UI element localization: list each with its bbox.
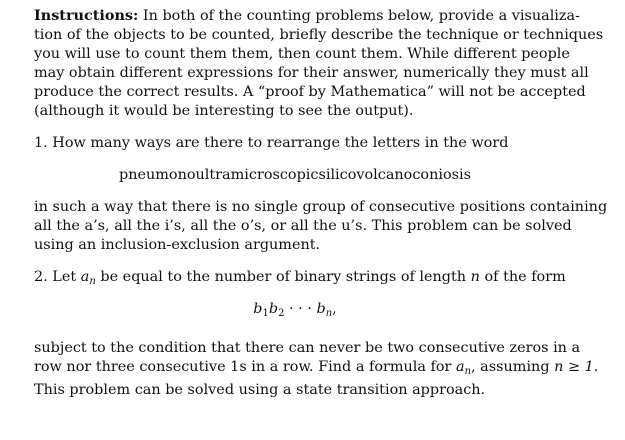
problem-2-line-2-mid: , assuming <box>471 359 550 375</box>
a-variable-2: a <box>455 359 465 375</box>
instructions-line-1 <box>34 6 580 26</box>
problem-2-line-2-prefix: row nor three consecutive 1s in a row. Find a formula for <box>34 359 452 375</box>
instructions-line-5: produce the correct results. A “proof by Mathematica” will not be accepted <box>34 84 586 100</box>
n-variable: n <box>470 269 480 285</box>
problem-2-line-2 <box>34 358 599 381</box>
n-subscript: n <box>89 276 96 287</box>
b1-variable: b <box>253 301 263 317</box>
ellipsis-dots: · · · <box>284 301 317 317</box>
subscript-2: 2 <box>278 308 285 319</box>
instructions-line-6: (although it would be interesting to see the output). <box>34 103 414 119</box>
n-subscript-2: n <box>464 366 472 377</box>
problem-1-line-3: using an inclusion-exclusion argument. <box>34 237 321 253</box>
subscript-1: 1 <box>262 308 269 319</box>
instructions-line-4: may obtain different expressions for their answer, numerically they must all <box>34 65 589 81</box>
binary-string-equation <box>34 300 556 323</box>
bn-variable: b <box>316 301 326 317</box>
problem-1-line-2: all the a’s, all the i’s, all the o’s, or all the u’s. This problem can be solved <box>34 218 572 234</box>
instructions-text-1: In both of the counting problems below, provide a visualiza- <box>142 8 580 24</box>
instructions-paragraph <box>34 6 604 121</box>
n-condition: n ≥ 1. <box>554 359 599 375</box>
problem-2-question <box>34 268 566 291</box>
problem-2-question-line <box>34 268 566 291</box>
problem-2-prefix: 2. Let <box>34 269 77 285</box>
problem-1-word: pneumonoultramicroscopicsilicovolcanoconiosis <box>119 167 471 183</box>
problem-2-line-1: subject to the condition that there can never be two consecutive zeros in a <box>34 340 581 356</box>
problem-2-mid: be equal to the number of binary strings of length <box>100 269 467 285</box>
problem-2-line-3: This problem can be solved using a state transition approach. <box>34 382 486 398</box>
equation-comma: , <box>332 301 337 317</box>
instructions-line-2: tion of the objects to be counted, briefly describe the technique or techniques <box>34 27 604 43</box>
problem-2-continuation <box>34 339 599 400</box>
problem-1-continuation <box>34 198 608 255</box>
a-n-variable <box>81 269 96 285</box>
subscript-n: n <box>325 308 333 319</box>
problem-2-suffix: of the form <box>484 269 566 285</box>
b2-variable: b <box>268 301 279 317</box>
problem-1-line-1: in such a way that there is no single group of consecutive positions containing <box>34 199 608 215</box>
document-page <box>34 6 608 400</box>
a-n-variable-2 <box>456 359 471 375</box>
instructions-label: Instructions: <box>34 7 139 24</box>
problem-1-question <box>34 134 556 153</box>
problem-1-question-line: 1. How many ways are there to rearrange the letters in the word <box>34 135 509 151</box>
instructions-line-3: you will use to count them them, then count them. While different people <box>34 46 570 62</box>
a-variable: a <box>80 269 90 285</box>
